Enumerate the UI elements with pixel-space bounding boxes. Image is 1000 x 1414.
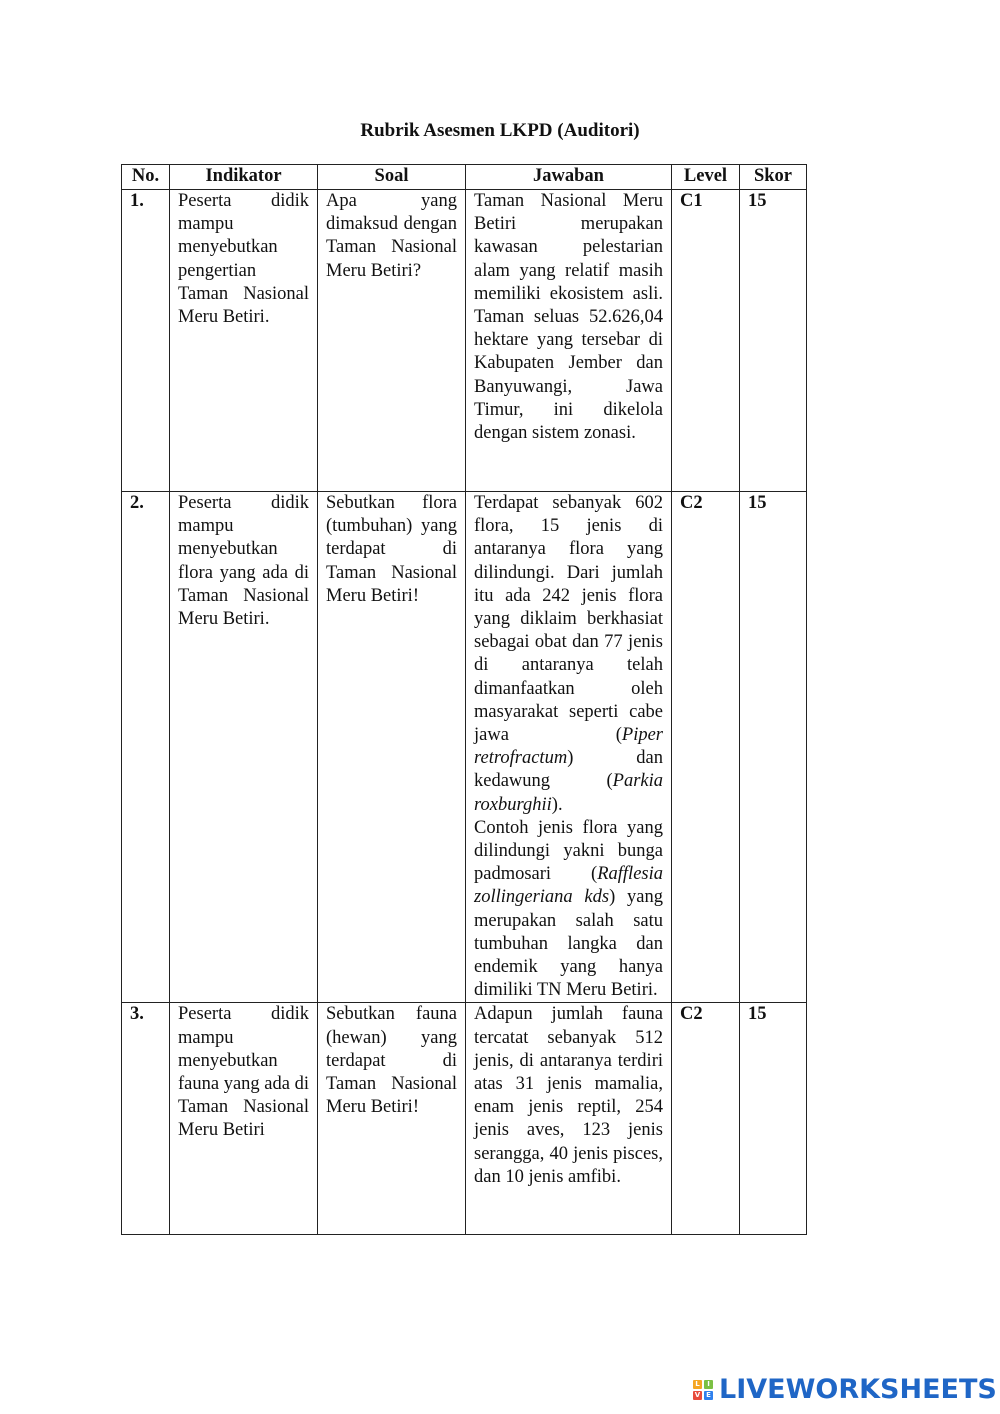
logo-letter: I <box>704 1380 713 1389</box>
logo-text: LIVEWORKSHEETS <box>719 1374 997 1405</box>
rubric-table <box>121 164 807 1235</box>
logo-letter: V <box>694 1391 701 1399</box>
species-name: Parkia roxburghii <box>474 771 663 815</box>
table-row <box>122 492 807 1003</box>
header-jawaban: Jawaban <box>466 165 672 190</box>
skor-cell: 15 <box>740 1003 807 1235</box>
indikator-cell: Peserta didik mampu menyebutkan pengertian Taman Nasional Meru Betiri. <box>170 190 318 492</box>
species-name: Piper retrofractum <box>474 725 663 769</box>
row-number: 2. <box>122 492 170 1003</box>
document-title: Rubrik Asesmen LKPD (Auditori) <box>360 120 640 141</box>
jawaban-text: Terdapat sebanyak 602 flora, 15 jenis di antaranya flora yang dilindungi. Dari jumlah itu ada 242 jenis flora yang diklaim berkhasiat sebagai obat dan 77 jenis di antaranya telah dimanfaatkan oleh masyarakat seperti cabe jawa ( <box>474 493 663 746</box>
logo-letter: E <box>704 1391 713 1400</box>
header-skor: Skor <box>740 165 807 190</box>
jawaban-cell: Adapun jumlah fauna tercatat sebanyak 512 jenis, di antaranya terdiri atas 31 jenis mamalia, enam jenis reptil, 254 jenis aves, 123 jenis serangga, 40 jenis pisces, dan 10 jenis amfibi. <box>466 1003 672 1235</box>
jawaban-paragraph <box>474 817 663 1003</box>
jawaban-cell <box>466 492 672 1003</box>
skor-cell: 15 <box>740 492 807 1003</box>
logo-letter: L <box>693 1380 702 1389</box>
soal-cell: Apa yang dimaksud dengan Taman Nasional Meru Betiri? <box>318 190 466 492</box>
header-level: Level <box>672 165 740 190</box>
jawaban-text: ). <box>551 794 563 815</box>
skor-cell: 15 <box>740 190 807 492</box>
table-header-row <box>122 165 807 190</box>
header-soal: Soal <box>318 165 466 190</box>
jawaban-cell: Taman Nasional Meru Betiri merupakan kawasan pelestarian alam yang relatif masih memiliki ekosistem asli. Taman seluas 52.626,04 hektare yang tersebar di Kabupaten Jember dan Banyuwangi, Jawa Timur, ini dikelola dengan sistem zonasi. <box>466 190 672 492</box>
level-cell: C2 <box>672 492 740 1003</box>
jawaban-paragraph <box>474 492 663 817</box>
liveworksheets-logo <box>693 1374 997 1405</box>
level-cell: C1 <box>672 190 740 492</box>
jawaban-text: Contoh jenis flora yang dilindungi yakni bunga padmosari ( <box>474 817 663 885</box>
soal-cell: Sebutkan fauna (hewan) yang terdapat di Taman Nasional Meru Betiri! <box>318 1003 466 1235</box>
species-name: Rafflesia zollingeriana kds <box>474 864 663 908</box>
logo-mark-icon <box>693 1380 713 1400</box>
row-number: 1. <box>122 190 170 492</box>
header-no: No. <box>122 165 170 190</box>
jawaban-text: ) dan kedawung ( <box>474 748 663 792</box>
row-number: 3. <box>122 1003 170 1235</box>
level-cell: C2 <box>672 1003 740 1235</box>
indikator-cell: Peserta didik mampu menyebutkan flora yang ada di Taman Nasional Meru Betiri. <box>170 492 318 1003</box>
soal-cell: Sebutkan flora (tumbuhan) yang terdapat di Taman Nasional Meru Betiri! <box>318 492 466 1003</box>
jawaban-text: ) yang merupakan salah satu tumbuhan langka dan endemik yang hanya dimiliki TN Meru Betiri. <box>474 887 663 1001</box>
indikator-cell: Peserta didik mampu menyebutkan fauna yang ada di Taman Nasional Meru Betiri <box>170 1003 318 1235</box>
table-row <box>122 1003 807 1235</box>
header-indikator: Indikator <box>170 165 318 190</box>
table-row <box>122 190 807 492</box>
